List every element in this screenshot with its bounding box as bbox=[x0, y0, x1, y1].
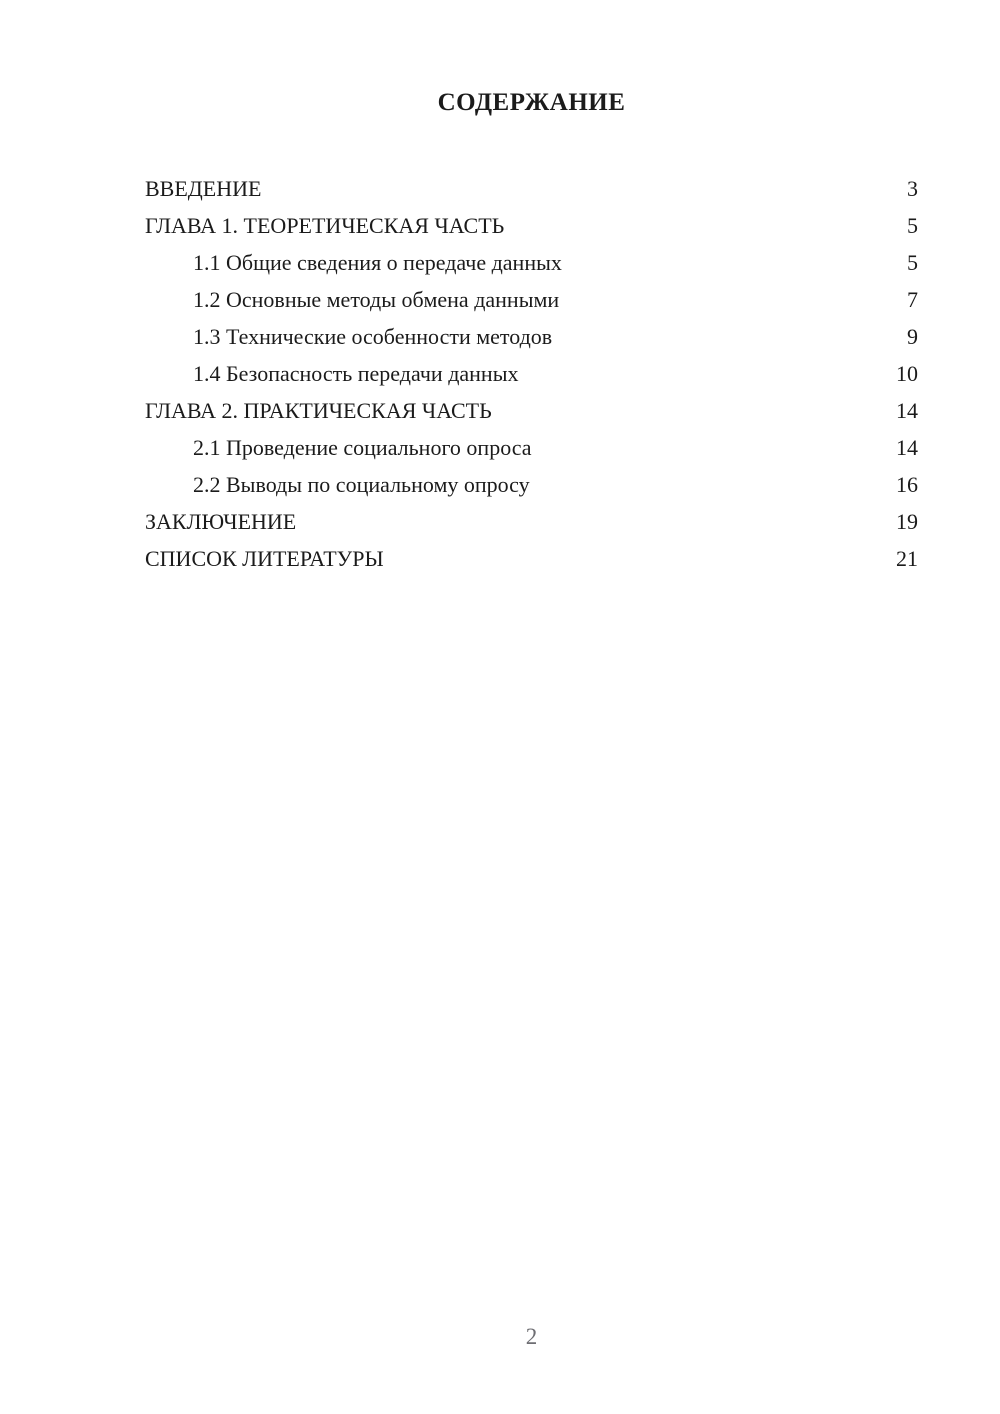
toc-entry-page: 14 bbox=[896, 435, 918, 460]
toc-entry bbox=[145, 207, 918, 244]
toc-entry-page: 16 bbox=[896, 472, 918, 497]
page-title: СОДЕРЖАНИЕ bbox=[437, 89, 626, 116]
toc-entry-label: СПИСОК ЛИТЕРАТУРЫ bbox=[145, 546, 384, 571]
footer-page-number: 2 bbox=[525, 1324, 538, 1349]
toc-entry bbox=[145, 503, 918, 540]
toc-entry-page: 14 bbox=[896, 398, 918, 423]
page-content bbox=[145, 88, 918, 577]
toc-entry bbox=[145, 281, 918, 318]
toc-entry-page: 9 bbox=[907, 324, 918, 349]
toc-entry-label: ГЛАВА 2. ПРАКТИЧЕСКАЯ ЧАСТЬ bbox=[145, 398, 492, 423]
toc-entry-page: 21 bbox=[896, 546, 918, 571]
toc-entry-page: 7 bbox=[907, 287, 918, 312]
toc-entry bbox=[145, 540, 918, 577]
toc-entry-label: 1.3 Технические особенности методов bbox=[193, 324, 553, 349]
toc-entry-label: ЗАКЛЮЧЕНИЕ bbox=[145, 509, 297, 534]
toc-entry-page: 5 bbox=[907, 213, 918, 238]
toc-entry bbox=[145, 466, 918, 503]
toc-entry-page: 10 bbox=[896, 361, 918, 386]
toc-entry bbox=[145, 170, 918, 207]
toc-entry-label: 1.4 Безопасность передачи данных bbox=[193, 361, 519, 386]
toc-entry bbox=[145, 392, 918, 429]
toc-entry-label: ГЛАВА 1. ТЕОРЕТИЧЕСКАЯ ЧАСТЬ bbox=[145, 213, 505, 238]
toc-entry-label: 2.1 Проведение социального опроса bbox=[193, 435, 532, 460]
toc-entry bbox=[145, 318, 918, 355]
toc-entry-label: 1.2 Основные методы обмена данными bbox=[193, 287, 560, 312]
toc-entry-page: 5 bbox=[907, 250, 918, 275]
toc-entry-page: 3 bbox=[907, 176, 918, 201]
toc-entry-label: ВВЕДЕНИЕ bbox=[145, 176, 262, 201]
toc-entry-label: 2.2 Выводы по социальному опросу bbox=[193, 472, 530, 497]
toc-entry bbox=[145, 244, 918, 281]
toc-entry bbox=[145, 429, 918, 466]
toc-entry-label: 1.1 Общие сведения о передаче данных bbox=[193, 250, 562, 275]
toc-entry-page: 19 bbox=[896, 509, 918, 534]
toc-entry bbox=[145, 355, 918, 392]
toc-list bbox=[145, 170, 918, 577]
